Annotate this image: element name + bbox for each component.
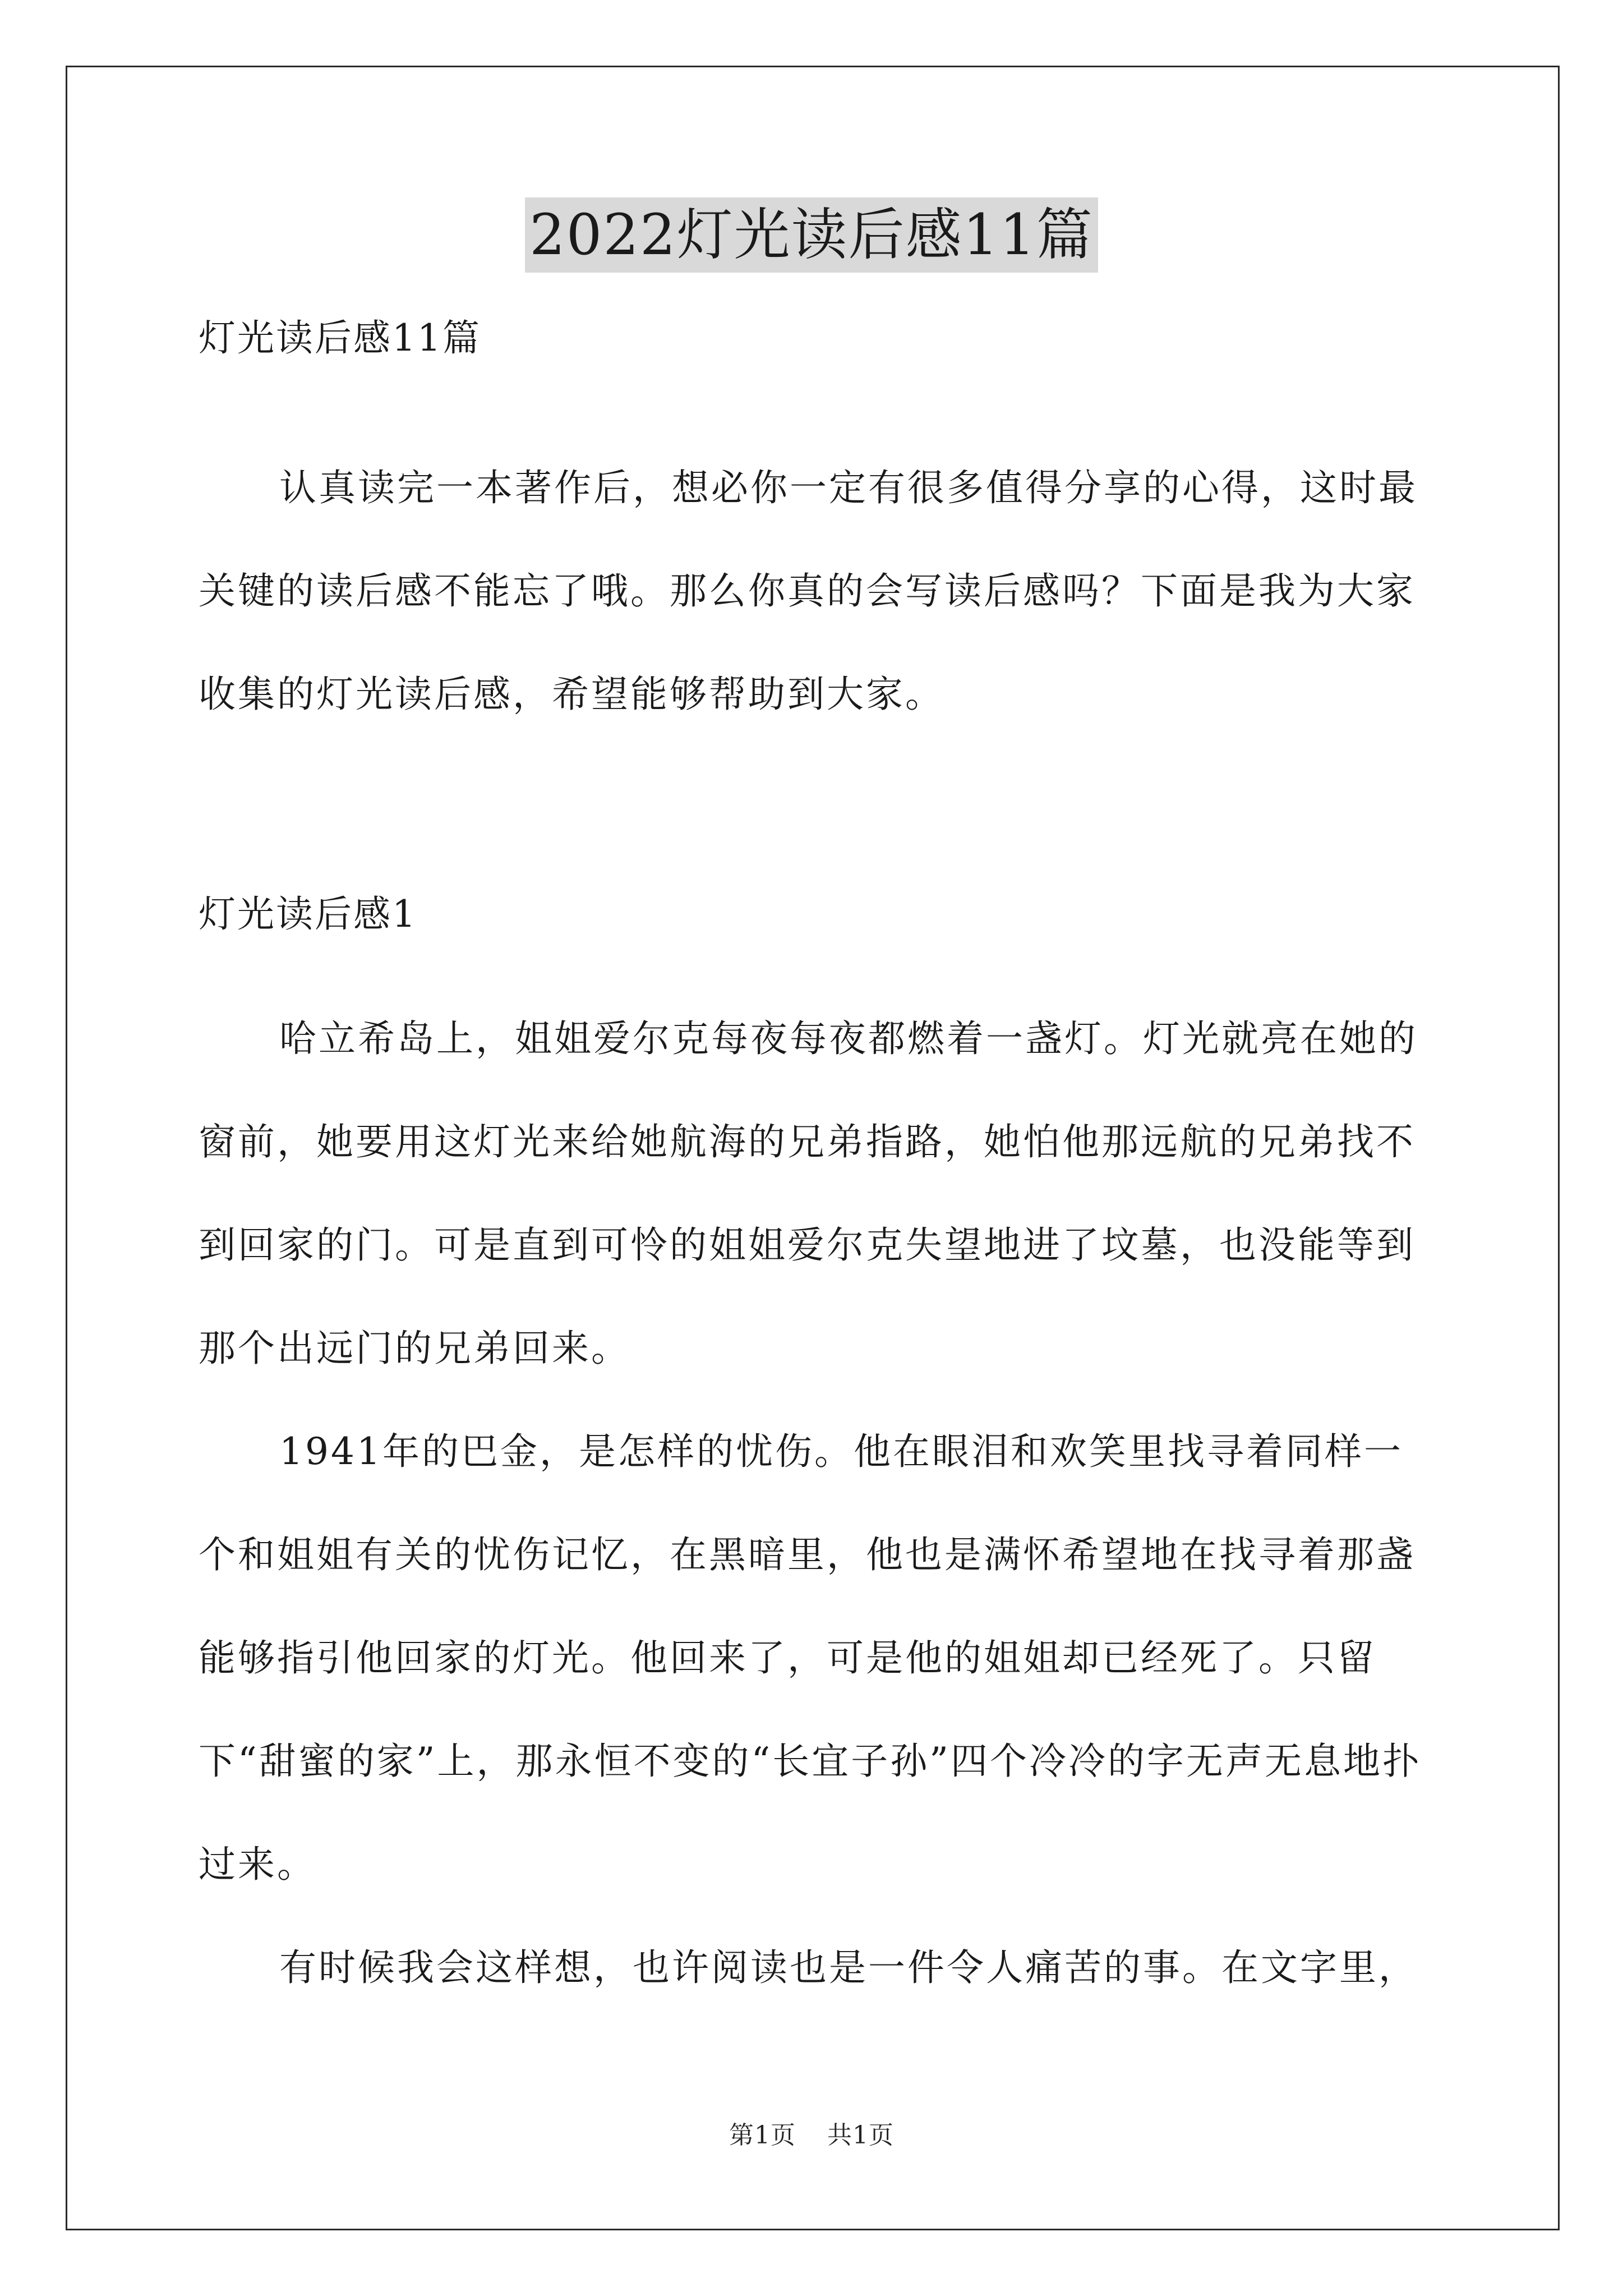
body-paragraph: 哈立希岛上，姐姐爱尔克每夜每夜都燃着一盏灯。灯光就亮在她的窗前，她要用这灯光来给她航海的兄弟指路，她怕他那远航的兄弟找不到回家的门。可是直到可怜的姐姐爱尔克失望地进了坟墓，也没能等到那个出远门的兄弟回来。 bbox=[199, 1017, 1418, 1370]
document-title: 2022灯光读后感11篇 bbox=[525, 197, 1098, 273]
document-subtitle: 灯光读后感11篇 bbox=[199, 316, 481, 360]
body-paragraph: 有时候我会这样想，也许阅读也是一件令人痛苦的事。在文字里， bbox=[279, 1946, 1418, 1989]
page-total: 共1页 bbox=[827, 2121, 894, 2150]
page-number: 第1页 bbox=[729, 2121, 796, 2150]
intro-paragraph-block bbox=[199, 436, 1432, 746]
section-heading: 灯光读后感1 bbox=[199, 892, 417, 936]
intro-paragraph: 认真读完一本著作后，想必你一定有很多值得分享的心得，这时最关键的读后感不能忘了哦。那么你真的会写读后感吗？下面是我为大家收集的灯光读后感，希望能够帮助到大家。 bbox=[199, 466, 1418, 716]
page-footer bbox=[0, 2119, 1623, 2152]
section-body bbox=[199, 987, 1432, 2019]
title-container bbox=[0, 197, 1623, 273]
body-paragraph: 1941年的巴金，是怎样的忧伤。他在眼泪和欢笑里找寻着同样一个和姐姐有关的忧伤记忆，在黑暗里，他也是满怀希望地在找寻着那盏能够指引他回家的灯光。他回来了，可是他的姐姐却已经死了。只留下“甜蜜的家”上，那永恒不变的“长宜子孙”四个冷冷的字无声无息地扑过来。 bbox=[199, 1430, 1422, 1886]
